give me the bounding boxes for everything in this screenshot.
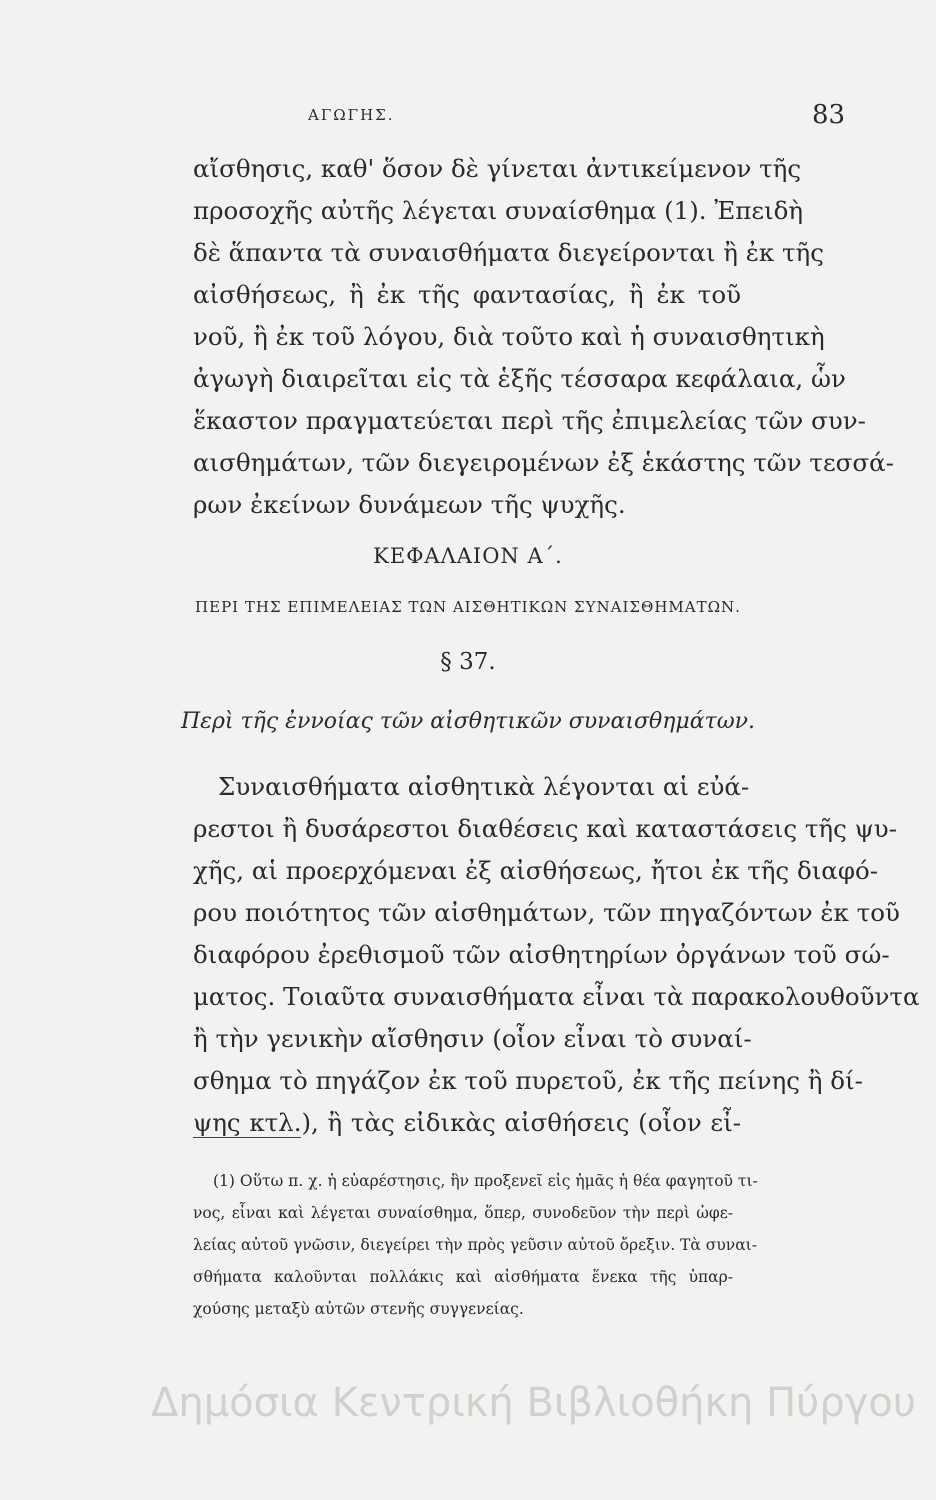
footnote-rule	[193, 1137, 301, 1138]
section-number: § 37.	[440, 649, 496, 675]
footnote-line: λείας αὐτοῦ γνῶσιν, διεγείρει τὴν πρὸς γεῦσιν αὐτοῦ ὄρεξιν. Τὰ συναι-	[193, 1236, 757, 1254]
chapter-subheading: ΠΕΡΙ ΤΗΣ ΕΠΙΜΕΛΕΙΑΣ ΤΩΝ ΑΙΣΘΗΤΙΚΩΝ ΣΥΝΑΙΣΘΗΜΑΤΩΝ.	[195, 598, 741, 616]
footnote-line: σθήματα καλοῦνται πολλάκις καὶ αἰσθήματα ἕνεκα τῆς ὑπαρ-	[193, 1268, 733, 1286]
section-line: Συναισθήματα αἰσθητικὰ λέγονται αἱ εὐά-	[218, 772, 750, 801]
running-head: ΑΓΩΓΗΣ.	[308, 106, 395, 124]
footnote-line: χούσης μεταξὺ αὐτῶν στενῆς συγγενείας.	[193, 1300, 524, 1318]
section-line: ψης κτλ.), ἢ τὰς εἰδικὰς αἰσθήσεις (οἷον εἶ-	[193, 1108, 741, 1137]
body-line: αἴσθησις, καθ' ὅσον δὲ γίνεται ἀντικείμενον τῆς	[193, 154, 802, 183]
page-number: 83	[812, 100, 846, 130]
footnote-line: (1) Οὕτω π. χ. ἡ εὐαρέστησις, ἣν προξενεῖ εἰς ἡμᾶς ἡ θέα φαγητοῦ τι-	[213, 1172, 758, 1190]
chapter-heading: ΚΕΦΑΛΑΙΟΝ Α΄.	[373, 544, 563, 568]
body-line: ἕκαστον πραγματεύεται περὶ τῆς ἐπιμελείας τῶν συν-	[193, 406, 866, 435]
body-line: αἰσθήσεως, ἢ ἐκ τῆς φαντασίας, ἢ ἐκ τοῦ	[193, 280, 741, 309]
section-line: ρου ποιότητος τῶν αἰσθημάτων, τῶν πηγαζόντων ἐκ τοῦ	[193, 898, 900, 927]
section-line: χῆς, αἱ προερχόμεναι ἐξ αἰσθήσεως, ἤτοι ἐκ τῆς διαφό-	[193, 856, 879, 885]
section-line: ματος. Τοιαῦτα συναισθήματα εἶναι τὰ παρακολουθοῦντα	[193, 982, 920, 1011]
section-line: ἢ τὴν γενικὴν αἴσθησιν (οἷον εἶναι τὸ συναί-	[193, 1024, 752, 1053]
body-line: προσοχῆς αὐτῆς λέγεται συναίσθημα (1). Ἐπειδὴ	[193, 196, 804, 225]
page-header	[0, 98, 936, 138]
body-line: ἀγωγὴ διαιρεῖται εἰς τὰ ἑξῆς τέσσαρα κεφάλαια, ὧν	[193, 364, 846, 393]
library-watermark: Δημόσια Κεντρική Βιβλιοθήκη Πύργου	[151, 1380, 916, 1426]
section-line: ρεστοι ἢ δυσάρεστοι διαθέσεις καὶ καταστάσεις τῆς ψυ-	[193, 814, 897, 843]
section-title: Περὶ τῆς ἐννοίας τῶν αἰσθητικῶν συναισθημάτων.	[180, 709, 756, 734]
section-line: διαφόρου ἐρεθισμοῦ τῶν αἰσθητηρίων ὀργάνων τοῦ σώ-	[193, 940, 890, 969]
footnote-line: νος, εἶναι καὶ λέγεται συναίσθημα, ὅπερ, συνοδεῦον τὴν περὶ ὠφε-	[193, 1204, 733, 1222]
body-line: ρων ἐκείνων δυνάμεων τῆς ψυχῆς.	[193, 490, 626, 519]
body-line: νοῦ, ἢ ἐκ τοῦ λόγου, διὰ τοῦτο καὶ ἡ συναισθητικὴ	[193, 322, 825, 351]
body-line: αισθημάτων, τῶν διεγειρομένων ἐξ ἑκάστης τῶν τεσσά-	[193, 448, 894, 477]
body-line: δὲ ἅπαντα τὰ συναισθήματα διεγείρονται ἢ ἐκ τῆς	[193, 238, 824, 267]
section-line: σθημα τὸ πηγάζον ἐκ τοῦ πυρετοῦ, ἐκ τῆς πείνης ἢ δί-	[193, 1066, 863, 1095]
